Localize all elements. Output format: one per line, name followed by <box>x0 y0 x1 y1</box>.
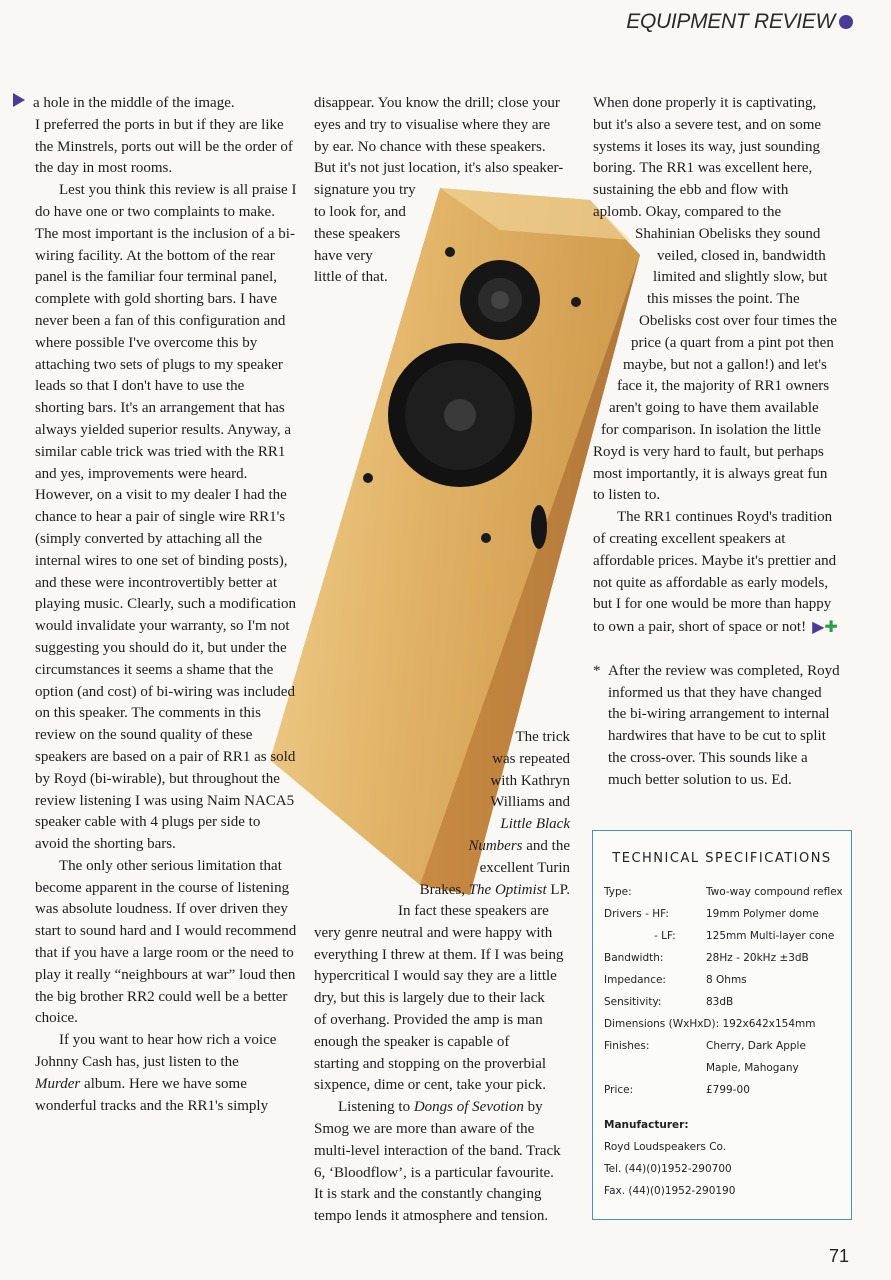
line: starting and stopping on the proverbial <box>314 1055 547 1072</box>
line: Obelisks cost over four times the <box>639 312 837 329</box>
line: When done properly it is captivating, <box>593 95 817 111</box>
line: price (a quart from a pint pot then <box>631 334 834 351</box>
paragraph: The only other serious limitation that become apparent in the course of listening was absolute loudness. If over driven they start to sound hard and I would recommend that if you have a large room or the need to play it really “neighbours at war” loud then the big brother RR2 could well be a better choice. <box>35 857 297 1027</box>
line: sustaining the ebb and flow with <box>593 182 789 199</box>
album-title: Dongs of Sevotion <box>413 1099 524 1116</box>
paragraph: Lest you think this review is all praise I do have one or two complaints to make. The most important is the inclusion of a bi-wiring facility. At the bottom of the rear panel is the familiar four terminal panel, complete with gold shorting bars. I have never been a fan of this configuration and where possible I've overcome this by attaching two sets of plugs to my speaker leads so that I don't have to use the shorting bars. It's an arrangement that has always yielded superior results. Anyway, a similar cable trick was tried with the RR1 and yes, improvements were heard. However, on a visit to my dealer I had the chance to hear a pair of single wire RR1's (simply converted by attaching all the internal wires to one set of binding posts), and these were incontrovertibly better at playing music. Clearly, such a modification would invalidate your warranty, so I'm not suggesting you should do it, but under the circumstances it seems a shame that the option (and cost) of bi-wiring was included on this speaker. The comments in this review on the sound quality of these speakers are based on a pair of RR1 as sold by Royd (bi-wirable), but throughout the review listening I was using Naim NACA5 speaker cable with 4 plugs per side to avoid the shorting bars. <box>35 182 297 853</box>
line: aplomb. Okay, compared to the <box>593 203 782 220</box>
line: multi-level interaction of the band. Track <box>314 1142 561 1159</box>
line: to listen to. <box>593 487 661 504</box>
note-line: informed us that they have changed <box>608 684 822 701</box>
technical-specifications-box: TECHNICAL SPECIFICATIONS Type: Two-way compound reflex Drivers - HF: 19mm Polymer dome - LF: 125mm Multi-layer cone Bandwidth: 28Hz - 20kHz ±3dB Impedance: 8 Ohms Sensitivity: 83dB Dimensions (WxHxD): 192x642x154mm Finishes: Cherry, Dark Apple Maple, Mahogany Price: £799-00 Manufacturer: Royd Loudspeakers Co. Tel. (44)(0)1952-290700 Fax. (44)(0)1952-290190 <box>592 830 852 1220</box>
paragraph: I preferred the ports in but if they are like the Minstrels, ports out will be the order of the day in most rooms. <box>35 116 293 177</box>
column-2-bottom <box>314 901 582 1228</box>
line: these speakers <box>314 225 401 242</box>
manufacturer-name: Royd Loudspeakers Co. <box>604 1141 727 1153</box>
note-line: hardwires that have to be cut to split <box>608 728 826 745</box>
line: for comparison. In isolation the little <box>601 421 821 438</box>
manufacturer-block <box>604 1114 735 1202</box>
paragraph-text: a hole in the middle of the image. <box>33 95 235 111</box>
line: but it's also a severe test, and on some <box>593 116 822 133</box>
line: most importantly, it is always great fun <box>593 465 828 482</box>
line: but I for one would be more than happy <box>593 596 832 613</box>
line: hypercritical I would say they are a little <box>314 968 557 985</box>
page-number: 71 <box>828 1246 849 1266</box>
manufacturer-fax: Fax. (44)(0)1952-290190 <box>604 1185 736 1197</box>
note-line: the bi-wiring arrangement to internal <box>608 706 830 723</box>
line: tempo lends it atmosphere and tension. <box>314 1208 549 1225</box>
line: veiled, closed in, bandwidth <box>657 247 826 264</box>
column-1 <box>35 93 297 1117</box>
note-line: * After the review was completed, Royd <box>593 662 840 679</box>
manufacturer-label: Manufacturer: <box>604 1119 689 1131</box>
line: Numbers and the <box>468 837 570 854</box>
line: Brakes, The Optimist LP. <box>419 881 570 898</box>
paragraph-text: If you want to hear how rich a voice Johnny Cash has, just listen to the <box>35 1032 277 1071</box>
line: everything I threw at them. If I was being <box>314 946 564 963</box>
note-line: much better solution to us. Ed. <box>608 771 792 788</box>
paragraph <box>35 93 297 115</box>
line: to own a pair, short of space or not! ▶✚ <box>593 617 838 637</box>
line: Royd is very hard to fault, but perhaps <box>593 443 824 460</box>
column-2-top <box>314 93 582 289</box>
end-of-article-icon: ▶✚ <box>812 617 838 637</box>
line: 6, ‘Bloodflow’, is a particular favourite. <box>314 1164 554 1181</box>
line: The RR1 continues Royd's tradition <box>617 509 833 526</box>
section-bullet-icon <box>839 15 853 29</box>
manufacturer-phone: Tel. (44)(0)1952-290700 <box>604 1163 732 1175</box>
line: affordable prices. Maybe it's prettier and <box>593 552 837 569</box>
line: sixpence, dime or cent, take your pick. <box>314 1077 547 1094</box>
line: boring. The RR1 was excellent here, <box>593 160 813 177</box>
line: limited and slightly slow, but <box>653 269 828 286</box>
line: It is stark and the constantly changing <box>314 1186 542 1203</box>
line: dry, but this is largely due to their lack <box>314 990 545 1007</box>
line: Williams and <box>490 794 570 811</box>
line: by ear. No chance with these speakers. <box>314 138 546 155</box>
line: excellent Turin <box>479 859 570 876</box>
line: very genre neutral and were happy with <box>314 924 553 941</box>
line: of creating excellent speakers at <box>593 530 786 547</box>
column-2-mid <box>314 727 570 901</box>
line: disappear. You know the drill; close your <box>314 95 560 111</box>
line: not quite as affordable as early models, <box>593 574 829 591</box>
line: In fact these speakers are <box>398 903 549 919</box>
paragraph-text: album. Here we have some wonderful tracks and the RR1's simply <box>35 1075 269 1114</box>
line: But it's not just location, it's also speaker- <box>314 160 564 177</box>
line: this misses the point. The <box>647 291 800 308</box>
line: The trick <box>515 729 570 745</box>
line: with Kathryn <box>490 772 570 789</box>
album-title: Murder <box>35 1075 81 1092</box>
album-title: Little Black <box>500 816 570 833</box>
line: Smog we are more than aware of the <box>314 1120 535 1137</box>
line: have very <box>314 247 373 264</box>
line: of overhang. Provided the amp is man <box>314 1011 543 1028</box>
spec-title: TECHNICAL SPECIFICATIONS <box>612 851 832 866</box>
line <box>314 814 570 836</box>
paragraph <box>35 1030 297 1117</box>
line: systems it loses its way, just sounding <box>593 138 820 155</box>
line: maybe, but not a gallon!) and let's <box>623 356 827 373</box>
line: Listening to Dongs of Sevotion by <box>338 1099 543 1116</box>
note-line: the cross-over. This sounds like a <box>608 749 808 766</box>
line: signature you try <box>314 182 416 199</box>
line: Shahinian Obelisks they sound <box>635 225 821 242</box>
column-3 <box>593 93 855 792</box>
album-title: Numbers <box>468 837 523 854</box>
album-title: The Optimist <box>468 881 547 898</box>
line: eyes and try to visualise where they are <box>314 116 551 133</box>
play-arrow-icon <box>13 93 25 107</box>
line: face it, the majority of RR1 owners <box>617 378 830 395</box>
line: was repeated <box>492 750 570 767</box>
line: aren't going to have them available <box>609 400 819 417</box>
line: enough the speaker is capable of <box>314 1033 510 1050</box>
line: to look for, and <box>314 203 406 220</box>
section-header: EQUIPMENT REVIEW <box>626 10 853 34</box>
line: little of that. <box>314 269 388 286</box>
